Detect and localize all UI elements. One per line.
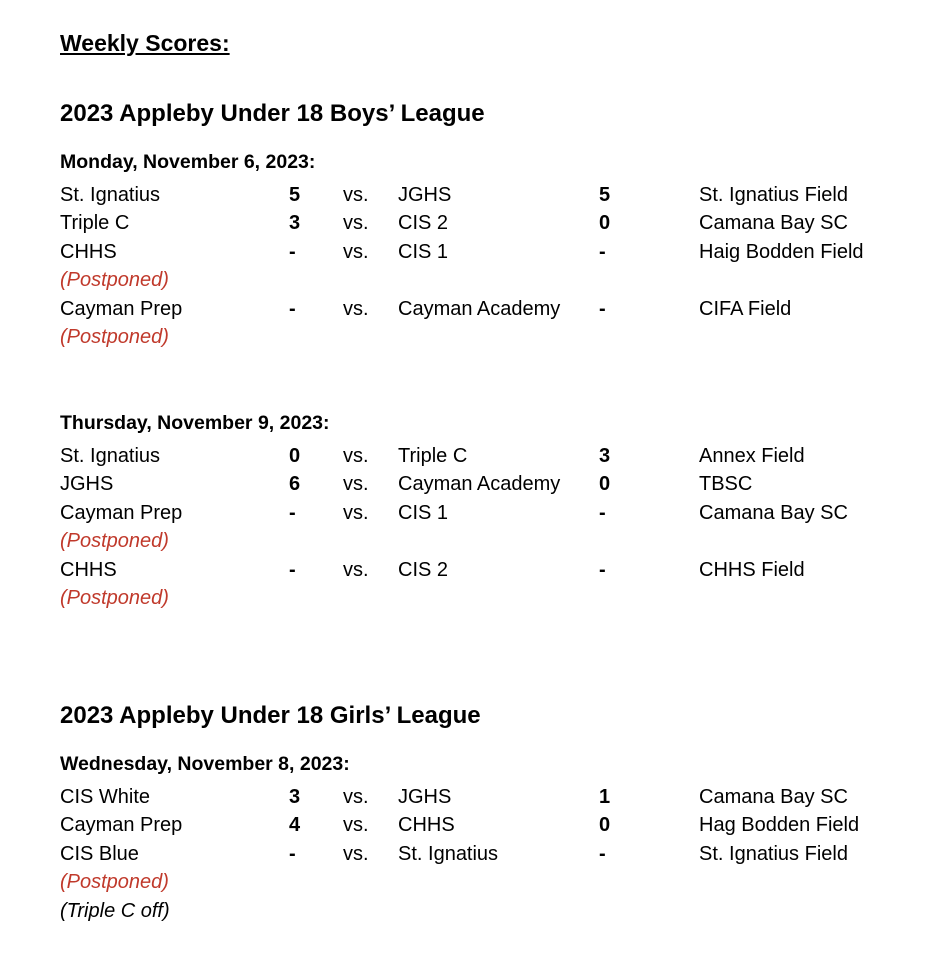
versus-label: vs. bbox=[343, 559, 369, 581]
match-row bbox=[60, 843, 940, 871]
home-team: CHHS bbox=[60, 241, 117, 263]
home-team: St. Ignatius bbox=[60, 445, 161, 467]
away-team: CIS 2 bbox=[398, 212, 449, 234]
venue: Camana Bay SC bbox=[699, 502, 848, 524]
match-date: Wednesday, November 8, 2023: bbox=[60, 753, 350, 775]
home-score: - bbox=[289, 241, 296, 263]
away-team: CIS 1 bbox=[398, 502, 449, 524]
versus-label: vs. bbox=[343, 502, 369, 524]
postponed-note: (Postponed) bbox=[60, 326, 169, 348]
away-score: - bbox=[599, 298, 606, 320]
postponed-note: (Postponed) bbox=[60, 587, 169, 609]
versus-label: vs. bbox=[343, 445, 369, 467]
match-row bbox=[60, 212, 940, 240]
venue: Camana Bay SC bbox=[699, 786, 848, 808]
away-team: CIS 2 bbox=[398, 559, 449, 581]
home-team: Cayman Prep bbox=[60, 298, 183, 320]
away-score: 0 bbox=[599, 212, 611, 234]
match-date: Thursday, November 9, 2023: bbox=[60, 412, 330, 434]
home-team: JGHS bbox=[60, 473, 114, 495]
home-score: 5 bbox=[289, 184, 301, 206]
home-score: 6 bbox=[289, 473, 301, 495]
venue: St. Ignatius Field bbox=[699, 184, 848, 206]
versus-label: vs. bbox=[343, 814, 369, 836]
match-row bbox=[60, 298, 940, 326]
match-row bbox=[60, 502, 940, 530]
match-row bbox=[60, 445, 940, 473]
home-score: 4 bbox=[289, 814, 301, 836]
home-score: - bbox=[289, 559, 296, 581]
versus-label: vs. bbox=[343, 298, 369, 320]
venue: CHHS Field bbox=[699, 559, 805, 581]
home-team: Cayman Prep bbox=[60, 814, 183, 836]
league-title-girls: 2023 Appleby Under 18 Girls’ League bbox=[60, 702, 481, 729]
match-row bbox=[60, 184, 940, 212]
away-score: 0 bbox=[599, 814, 611, 836]
home-team: Cayman Prep bbox=[60, 502, 183, 524]
venue: St. Ignatius Field bbox=[699, 843, 848, 865]
match-row bbox=[60, 786, 940, 814]
home-score: - bbox=[289, 502, 296, 524]
home-team: Triple C bbox=[60, 212, 130, 234]
postponed-note: (Postponed) bbox=[60, 530, 169, 552]
away-score: 5 bbox=[599, 184, 611, 206]
away-team: St. Ignatius bbox=[398, 843, 499, 865]
away-team: Triple C bbox=[398, 445, 468, 467]
venue: Hag Bodden Field bbox=[699, 814, 860, 836]
page-heading: Weekly Scores: bbox=[60, 30, 230, 56]
versus-label: vs. bbox=[343, 184, 369, 206]
home-score: - bbox=[289, 843, 296, 865]
postponed-note: (Postponed) bbox=[60, 269, 169, 291]
postponed-note: (Postponed) bbox=[60, 871, 169, 893]
away-score: - bbox=[599, 843, 606, 865]
match-row bbox=[60, 241, 940, 269]
away-team: JGHS bbox=[398, 184, 452, 206]
venue: CIFA Field bbox=[699, 298, 792, 320]
away-team: CHHS bbox=[398, 814, 455, 836]
match-row bbox=[60, 559, 940, 587]
away-score: 1 bbox=[599, 786, 611, 808]
venue: Annex Field bbox=[699, 445, 805, 467]
home-score: 3 bbox=[289, 786, 301, 808]
away-team: Cayman Academy bbox=[398, 473, 561, 495]
away-score: - bbox=[599, 502, 606, 524]
home-team: CIS White bbox=[60, 786, 151, 808]
venue: Camana Bay SC bbox=[699, 212, 848, 234]
away-team: JGHS bbox=[398, 786, 452, 808]
venue: TBSC bbox=[699, 473, 753, 495]
home-team: St. Ignatius bbox=[60, 184, 161, 206]
versus-label: vs. bbox=[343, 786, 369, 808]
home-score: - bbox=[289, 298, 296, 320]
away-team: Cayman Academy bbox=[398, 298, 561, 320]
versus-label: vs. bbox=[343, 241, 369, 263]
home-team: CIS Blue bbox=[60, 843, 139, 865]
versus-label: vs. bbox=[343, 843, 369, 865]
away-team: CIS 1 bbox=[398, 241, 449, 263]
match-date: Monday, November 6, 2023: bbox=[60, 151, 316, 173]
away-score: - bbox=[599, 241, 606, 263]
venue: Haig Bodden Field bbox=[699, 241, 864, 263]
league-title-boys: 2023 Appleby Under 18 Boys’ League bbox=[60, 100, 485, 127]
match-row bbox=[60, 473, 940, 501]
match-row bbox=[60, 814, 940, 842]
versus-label: vs. bbox=[343, 212, 369, 234]
away-score: 0 bbox=[599, 473, 611, 495]
home-team: CHHS bbox=[60, 559, 117, 581]
home-score: 0 bbox=[289, 445, 301, 467]
home-score: 3 bbox=[289, 212, 301, 234]
versus-label: vs. bbox=[343, 473, 369, 495]
away-score: 3 bbox=[599, 445, 611, 467]
away-score: - bbox=[599, 559, 606, 581]
bye-note: (Triple C off) bbox=[60, 900, 170, 922]
